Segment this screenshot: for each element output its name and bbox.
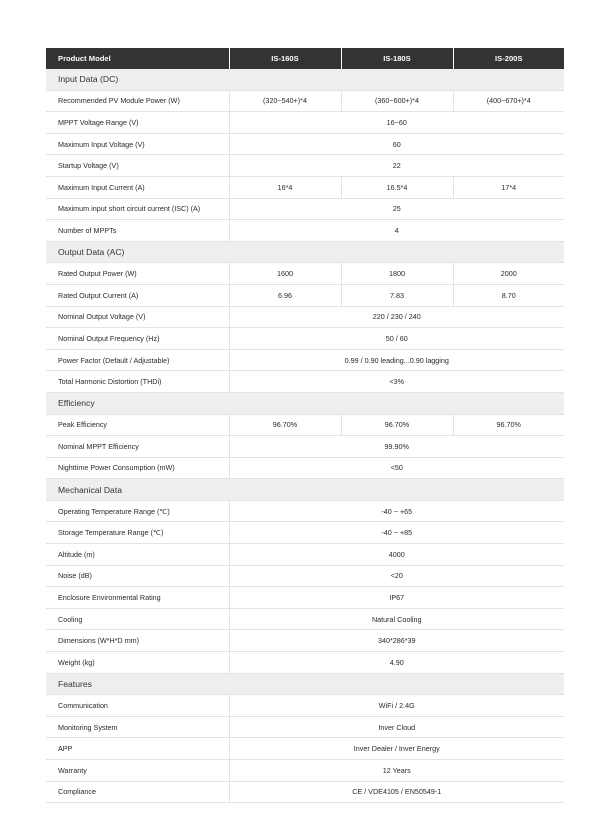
spec-label: Recommended PV Module Power (W) xyxy=(46,90,229,112)
spec-value: 50 / 60 xyxy=(229,328,564,350)
spec-value: 7.83 xyxy=(341,284,453,306)
spec-value: <20 xyxy=(229,565,564,587)
table-row xyxy=(46,436,564,458)
spec-label: Enclosure Environmental Rating xyxy=(46,587,229,609)
spec-label: Total Harmonic Distortion (THDi) xyxy=(46,371,229,393)
table-row xyxy=(46,738,564,760)
table-row xyxy=(46,371,564,393)
spec-label: Maximum Input Voltage (V) xyxy=(46,133,229,155)
section-title: Input Data (DC) xyxy=(46,69,564,90)
table-row xyxy=(46,716,564,738)
spec-label: Dimensions (W*H*D mm) xyxy=(46,630,229,652)
spec-value: 4.90 xyxy=(229,652,564,674)
spec-label: Weight (kg) xyxy=(46,652,229,674)
model-header-is-160s: IS-160S xyxy=(229,48,341,69)
spec-label: Number of MPPTs xyxy=(46,220,229,242)
spec-label: Nighttime Power Consumption (mW) xyxy=(46,457,229,479)
spec-label: APP xyxy=(46,738,229,760)
spec-value: 96.70% xyxy=(229,414,341,436)
table-row xyxy=(46,198,564,220)
spec-value: 22 xyxy=(229,155,564,177)
section-header-row xyxy=(46,673,564,695)
table-row xyxy=(46,565,564,587)
table-row xyxy=(46,500,564,522)
spec-value: <50 xyxy=(229,457,564,479)
spec-value: 12 Years xyxy=(229,760,564,782)
spec-value: WiFi / 2.4G xyxy=(229,695,564,717)
spec-label: Nominal MPPT Efficiency xyxy=(46,436,229,458)
spec-label: Power Factor (Default / Adjustable) xyxy=(46,349,229,371)
spec-label: Communication xyxy=(46,695,229,717)
spec-value: 96.70% xyxy=(453,414,564,436)
spec-label: MPPT Voltage Range (V) xyxy=(46,112,229,134)
spec-label: Warranty xyxy=(46,760,229,782)
spec-label: Rated Output Current (A) xyxy=(46,284,229,306)
table-row xyxy=(46,349,564,371)
spec-value: 6.96 xyxy=(229,284,341,306)
table-header-row xyxy=(46,48,564,69)
table-row xyxy=(46,522,564,544)
spec-label: Monitoring System xyxy=(46,716,229,738)
spec-value: 1600 xyxy=(229,263,341,285)
table-row xyxy=(46,695,564,717)
table-row xyxy=(46,544,564,566)
section-title: Efficiency xyxy=(46,392,564,414)
table-row xyxy=(46,220,564,242)
table-row xyxy=(46,112,564,134)
section-title: Features xyxy=(46,673,564,695)
spec-label: Cooling xyxy=(46,608,229,630)
spec-value: 0.99 / 0.90 leading...0.90 lagging xyxy=(229,349,564,371)
spec-value: 96.70% xyxy=(341,414,453,436)
model-header-is-200s: IS-200S xyxy=(453,48,564,69)
spec-value: 4 xyxy=(229,220,564,242)
section-header-row xyxy=(46,69,564,90)
spec-label: Maximum Input Current (A) xyxy=(46,176,229,198)
table-row xyxy=(46,328,564,350)
table-row xyxy=(46,263,564,285)
spec-value: Natural Cooling xyxy=(229,608,564,630)
spec-label: Nominal Output Voltage (V) xyxy=(46,306,229,328)
spec-value: 340*286*39 xyxy=(229,630,564,652)
spec-value: 1800 xyxy=(341,263,453,285)
section-title: Output Data (AC) xyxy=(46,241,564,263)
spec-label: Maximum input short circuit current (ISC) (A) xyxy=(46,198,229,220)
spec-value: 25 xyxy=(229,198,564,220)
section-title: Mechanical Data xyxy=(46,479,564,501)
product-model-header: Product Model xyxy=(46,48,229,69)
spec-value: (360~600+)*4 xyxy=(341,90,453,112)
spec-value: 99.90% xyxy=(229,436,564,458)
spec-value: 17*4 xyxy=(453,176,564,198)
spec-value: -40 ~ +65 xyxy=(229,500,564,522)
spec-value: 16*4 xyxy=(229,176,341,198)
table-row xyxy=(46,284,564,306)
table-row xyxy=(46,630,564,652)
table-row xyxy=(46,652,564,674)
section-header-row xyxy=(46,241,564,263)
table-row xyxy=(46,608,564,630)
section-header-row xyxy=(46,479,564,501)
spec-value: IP67 xyxy=(229,587,564,609)
spec-value: CE / VDE4105 / EN50549-1 xyxy=(229,781,564,803)
section-header-row xyxy=(46,392,564,414)
spec-value: Inver Dealer / Inver Energy xyxy=(229,738,564,760)
table-row xyxy=(46,176,564,198)
table-row xyxy=(46,760,564,782)
spec-value: 4000 xyxy=(229,544,564,566)
spec-label: Compliance xyxy=(46,781,229,803)
model-header-is-180s: IS-180S xyxy=(341,48,453,69)
spec-label: Altitude (m) xyxy=(46,544,229,566)
spec-value: 16.5*4 xyxy=(341,176,453,198)
table-row xyxy=(46,133,564,155)
table-row xyxy=(46,90,564,112)
spec-value: <3% xyxy=(229,371,564,393)
spec-label: Startup Voltage (V) xyxy=(46,155,229,177)
spec-value: 8.70 xyxy=(453,284,564,306)
spec-label: Operating Temperature Range (℃) xyxy=(46,500,229,522)
spec-value: 60 xyxy=(229,133,564,155)
table-row xyxy=(46,306,564,328)
table-row xyxy=(46,155,564,177)
table-row xyxy=(46,781,564,803)
spec-value: -40 ~ +85 xyxy=(229,522,564,544)
spec-value: 220 / 230 / 240 xyxy=(229,306,564,328)
spec-label: Rated Output Power (W) xyxy=(46,263,229,285)
spec-label: Noise (dB) xyxy=(46,565,229,587)
spec-value: Inver Cloud xyxy=(229,716,564,738)
spec-value: (400~670+)*4 xyxy=(453,90,564,112)
table-row xyxy=(46,414,564,436)
spec-label: Storage Temperature Range (℃) xyxy=(46,522,229,544)
table-row xyxy=(46,587,564,609)
spec-value: 2000 xyxy=(453,263,564,285)
spec-value: 16~60 xyxy=(229,112,564,134)
spec-table-body xyxy=(46,69,564,803)
spec-value: (320~540+)*4 xyxy=(229,90,341,112)
spec-table xyxy=(46,48,564,803)
spec-label: Peak Efficiency xyxy=(46,414,229,436)
table-row xyxy=(46,457,564,479)
spec-label: Nominal Output Frequency (Hz) xyxy=(46,328,229,350)
